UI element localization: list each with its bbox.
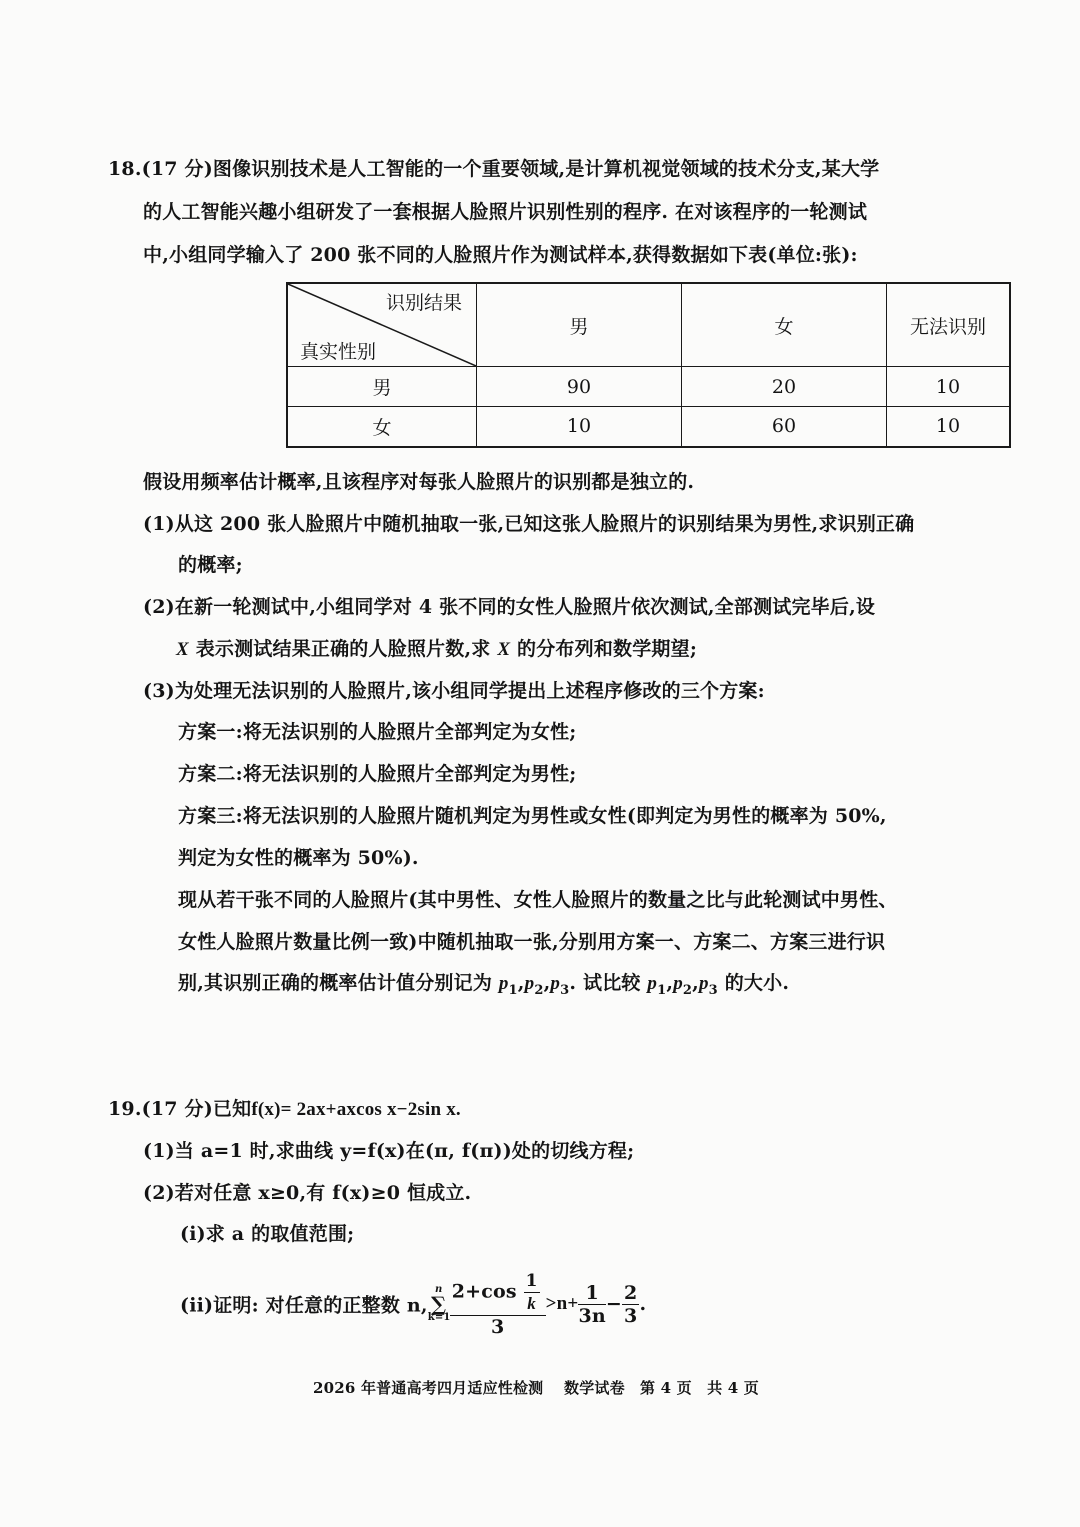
q18-part3-intro: (3)为处理无法识别的人脸照片,该小组同学提出上述程序修改的三个方案: <box>143 680 765 702</box>
comma: , <box>543 972 551 994</box>
rhs-fraction-2 <box>622 1282 639 1327</box>
q19-sub-i: (i)求 a 的取值范围; <box>180 1223 355 1245</box>
table-cell: 90 <box>477 367 682 407</box>
p-variable: p <box>673 973 683 994</box>
q19-given: 已知 <box>212 1098 252 1120</box>
q18-assumption: 假设用频率估计概率,且该程序对每张人脸照片的识别都是独立的. <box>143 471 695 493</box>
sum-lower-limit: k=1 <box>427 1312 451 1323</box>
sum-upper-limit: n <box>434 1284 443 1295</box>
page-footer: 2026 年普通高考四月适应性检测 数学试卷 第 4 页 共 4 页 <box>313 1379 759 1397</box>
p-variable: p <box>550 973 561 994</box>
q19-part1: (1)当 a=1 时,求曲线 y=f(x)在(π, f(π))处的切线方程; <box>143 1140 635 1162</box>
fraction-numerator <box>450 1270 546 1316</box>
corner-top-label: 识别结果 <box>385 292 462 314</box>
p-variable: p <box>698 973 709 994</box>
comma: , <box>666 972 674 994</box>
p-variable: p <box>524 973 535 994</box>
column-header: 男 <box>477 283 682 367</box>
text: 的大小. <box>717 972 790 994</box>
subscript: 2 <box>682 982 693 998</box>
q19-sub-ii <box>180 1270 646 1338</box>
inner-fraction <box>524 1270 540 1315</box>
numerator: 2 <box>624 1281 638 1304</box>
inner-numerator: 1 <box>525 1271 538 1291</box>
subscript: 1 <box>508 982 518 998</box>
q18-part3-body-1: 现从若干张不同的人脸照片(其中男性、女性人脸照片的数量之比与此轮测试中男性、 <box>178 889 898 911</box>
q18-part3-body-2: 女性人脸照片数量比例一致)中随机抽取一张,分别用方案一、方案二、方案三进行识 <box>178 931 886 953</box>
table-cell: 10 <box>477 407 682 447</box>
subscript: 1 <box>657 982 667 998</box>
comma: , <box>517 972 525 994</box>
column-header: 女 <box>682 283 887 367</box>
summation <box>428 1285 450 1323</box>
q18-points: (17 分) <box>141 158 213 180</box>
text: 别,其识别正确的概率估计值分别记为 <box>178 972 499 994</box>
subscript: 2 <box>534 982 544 998</box>
table-cell: 20 <box>682 367 887 407</box>
fraction-denominator: 3 <box>490 1316 505 1338</box>
table-row <box>287 367 1010 407</box>
row-header: 男 <box>287 367 477 407</box>
table-cell: 10 <box>887 367 1011 407</box>
q19-sub-ii-text: (ii)证明: 对任意的正整数 n, <box>180 1294 428 1317</box>
numerator: 1 <box>578 1282 605 1305</box>
q19-part2: (2)若对任意 x≥0,有 f(x)≥0 恒成立. <box>143 1182 472 1204</box>
q18-intro-line-1: 图像识别技术是人工智能的一个重要领域,是计算机视觉领域的技术分支,某大学 <box>212 158 880 180</box>
text: 表示测试结果正确的人脸照片数,求 <box>188 638 498 660</box>
q18-part1-line-1: (1)从这 200 张人脸照片中随机抽取一张,已知这张人脸照片的识别结果为男性,求识别正确 <box>143 513 915 535</box>
denominator: 3n <box>578 1304 606 1327</box>
q18-first-line <box>108 157 879 181</box>
text: 2+cos <box>451 1280 524 1303</box>
p-variable: p <box>498 973 509 994</box>
variable-x: X <box>497 639 511 660</box>
row-header: 女 <box>287 407 477 447</box>
corner-bottom-label: 真实性别 <box>300 341 377 363</box>
q19-number: 19. <box>108 1098 142 1120</box>
sum-fraction <box>450 1270 546 1338</box>
sum-symbol: ∑ <box>431 1292 447 1316</box>
q18-part3-last <box>178 971 789 1003</box>
plan-3: 方案三:将无法识别的人脸照片随机判定为男性或女性(即判定为男性的概率为 50%, <box>178 805 887 827</box>
text: . 试比较 <box>569 972 648 994</box>
denominator: 3 <box>624 1304 638 1327</box>
q18-intro-line-2: 的人工智能兴趣小组研发了一套根据人脸照片识别性别的程序. 在对该程序的一轮测试 <box>143 201 868 223</box>
rhs-fraction-1 <box>578 1282 605 1327</box>
plan-3-continued: 判定为女性的概率为 50%). <box>178 847 419 869</box>
column-header: 无法识别 <box>887 283 1011 367</box>
table-cell: 10 <box>887 407 1011 447</box>
q19-points: (17 分) <box>141 1098 213 1120</box>
period: . <box>639 1293 647 1315</box>
subscript: 3 <box>708 982 718 998</box>
q18-part2-line-2 <box>176 637 697 662</box>
comma: , <box>692 972 699 994</box>
subscript: 3 <box>560 982 570 998</box>
q19-function: f(x)= 2ax+axcos x−2sin x. <box>251 1099 461 1120</box>
q18-part1-line-2: 的概率; <box>178 554 243 576</box>
q18-part2-line-1: (2)在新一轮测试中,小组同学对 4 张不同的女性人脸照片依次测试,全部测试完毕后,设 <box>143 596 876 618</box>
q18-number: 18. <box>108 158 142 180</box>
table-cell: 60 <box>682 407 887 447</box>
inner-denominator: k <box>527 1294 536 1313</box>
table-corner-cell <box>287 283 477 367</box>
text: 的分布列和数学期望; <box>510 638 698 660</box>
plan-2: 方案二:将无法识别的人脸照片全部判定为男性; <box>178 763 577 785</box>
p-variable: p <box>647 973 658 994</box>
plan-1: 方案一:将无法识别的人脸照片全部判定为女性; <box>178 721 577 743</box>
q18-intro-line-3: 中,小组同学输入了 200 张不同的人脸照片作为测试样本,获得数据如下表(单位:张): <box>143 244 858 266</box>
minus: − <box>605 1293 623 1315</box>
table-row <box>287 407 1010 447</box>
q19-first-line <box>108 1097 461 1122</box>
recognition-table <box>286 282 1011 448</box>
rhs-text: >n+ <box>545 1293 579 1314</box>
variable-x: X <box>176 639 189 660</box>
